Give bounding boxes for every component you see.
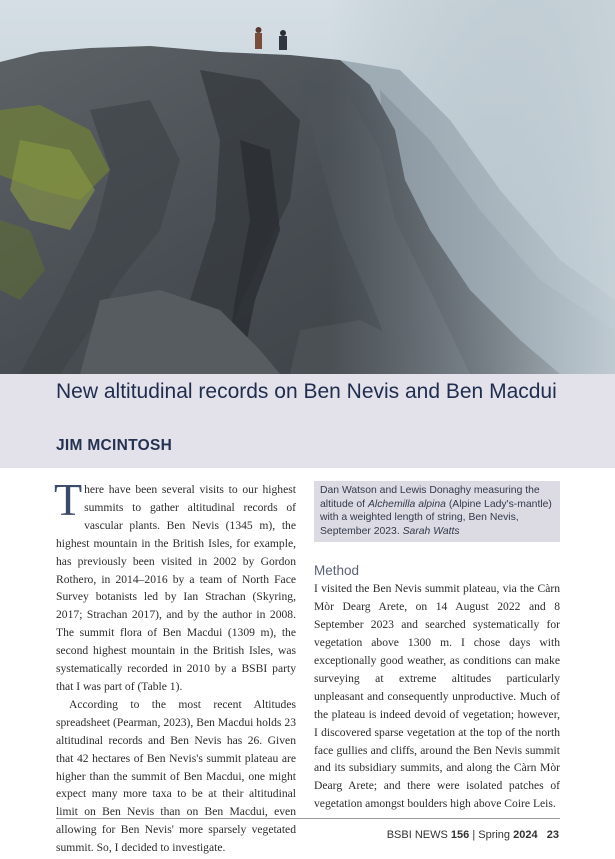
footer-separator: |	[472, 829, 476, 841]
issue-number: 156	[450, 829, 470, 841]
paragraph-intro-text: here have been several visits to our highest summits to gather altitudinal records of vascular plants. Ben Nevis (1345 m), the highest mountain in the British Isles, for example, has previously been visited in 2002 by Gordon Rothero, in 2014–2016 by a team of North Face Survey botanists led by Ian Strachan (Skyring, 2017; Strachan 2017), and by the author in 2008. The summit flora of Ben Macdui (1309 m), the second highest mountain in the British Isles, was systematically recorded in 2010 by a BSBI party that I was part of (Table 1).	[56, 483, 296, 693]
page-footer	[387, 829, 559, 841]
author-name: JIM MCINTOSH	[56, 437, 173, 454]
season: Spring	[478, 829, 511, 841]
body-column-left	[54, 474, 296, 857]
species-name: Alchemilla alpina	[367, 498, 446, 510]
year: 2024	[513, 829, 538, 841]
mountain-cliff-photo	[0, 0, 615, 374]
photo-credit: Sarah Watts	[402, 525, 460, 537]
body-column-right	[314, 481, 560, 813]
article-title: New altitudinal records on Ben Nevis and Ben Macdui	[56, 380, 557, 403]
paragraph-intro	[54, 474, 296, 696]
publication-name: BSBI NEWS	[386, 829, 448, 841]
drop-cap: T	[54, 474, 83, 525]
section-heading-method: Method	[314, 563, 360, 579]
paragraph-method: I visited the Ben Nevis summit plateau, via the Càrn Mòr Dearg Arete, on 14 August 2022 and 8 September 2023 and searched systematically for vegetation above 1300 m. I chose days with exceptionally good weather, as conditions can make surveying at extreme altitudes particularly unpleasant and consequently unproductive. Much of the plateau is indeed devoid of vegetation; however, I discovered sparse vegetation at the top of the north face gullies and cliffs, around the Ben Nevis summit and its subsidiary summits, and along the Càrn Mòr Dearg Arete; and there were isolated patches of vegetation amongst boulders high above Coire Leis.	[314, 582, 560, 811]
paragraph-altitudes: According to the most recent Altitudes spreadsheet (Pearman, 2023), Ben Macdui holds 23 altitudinal records and Ben Nevis has 26. Given that 42 hectares of Ben Nevis's summit plateau are higher than the summit of Ben Macdui, one might expect many more taxa to be at their altitudinal limit on Ben Nevis than on Ben Macdui, even allowing for Ben Nevis' more sparsely vegetated summit. So, I decided to investigate.	[56, 697, 296, 855]
footer-divider	[56, 818, 560, 819]
page-number: 23	[546, 829, 559, 841]
photo-caption: Dan Watson and Lewis Donaghy measuring the altitude of Alchemilla alpina (Alpine Lady's-mantle) with a weighted length of string, Ben Nevis, September 2023. Sarah Watts	[314, 481, 560, 542]
